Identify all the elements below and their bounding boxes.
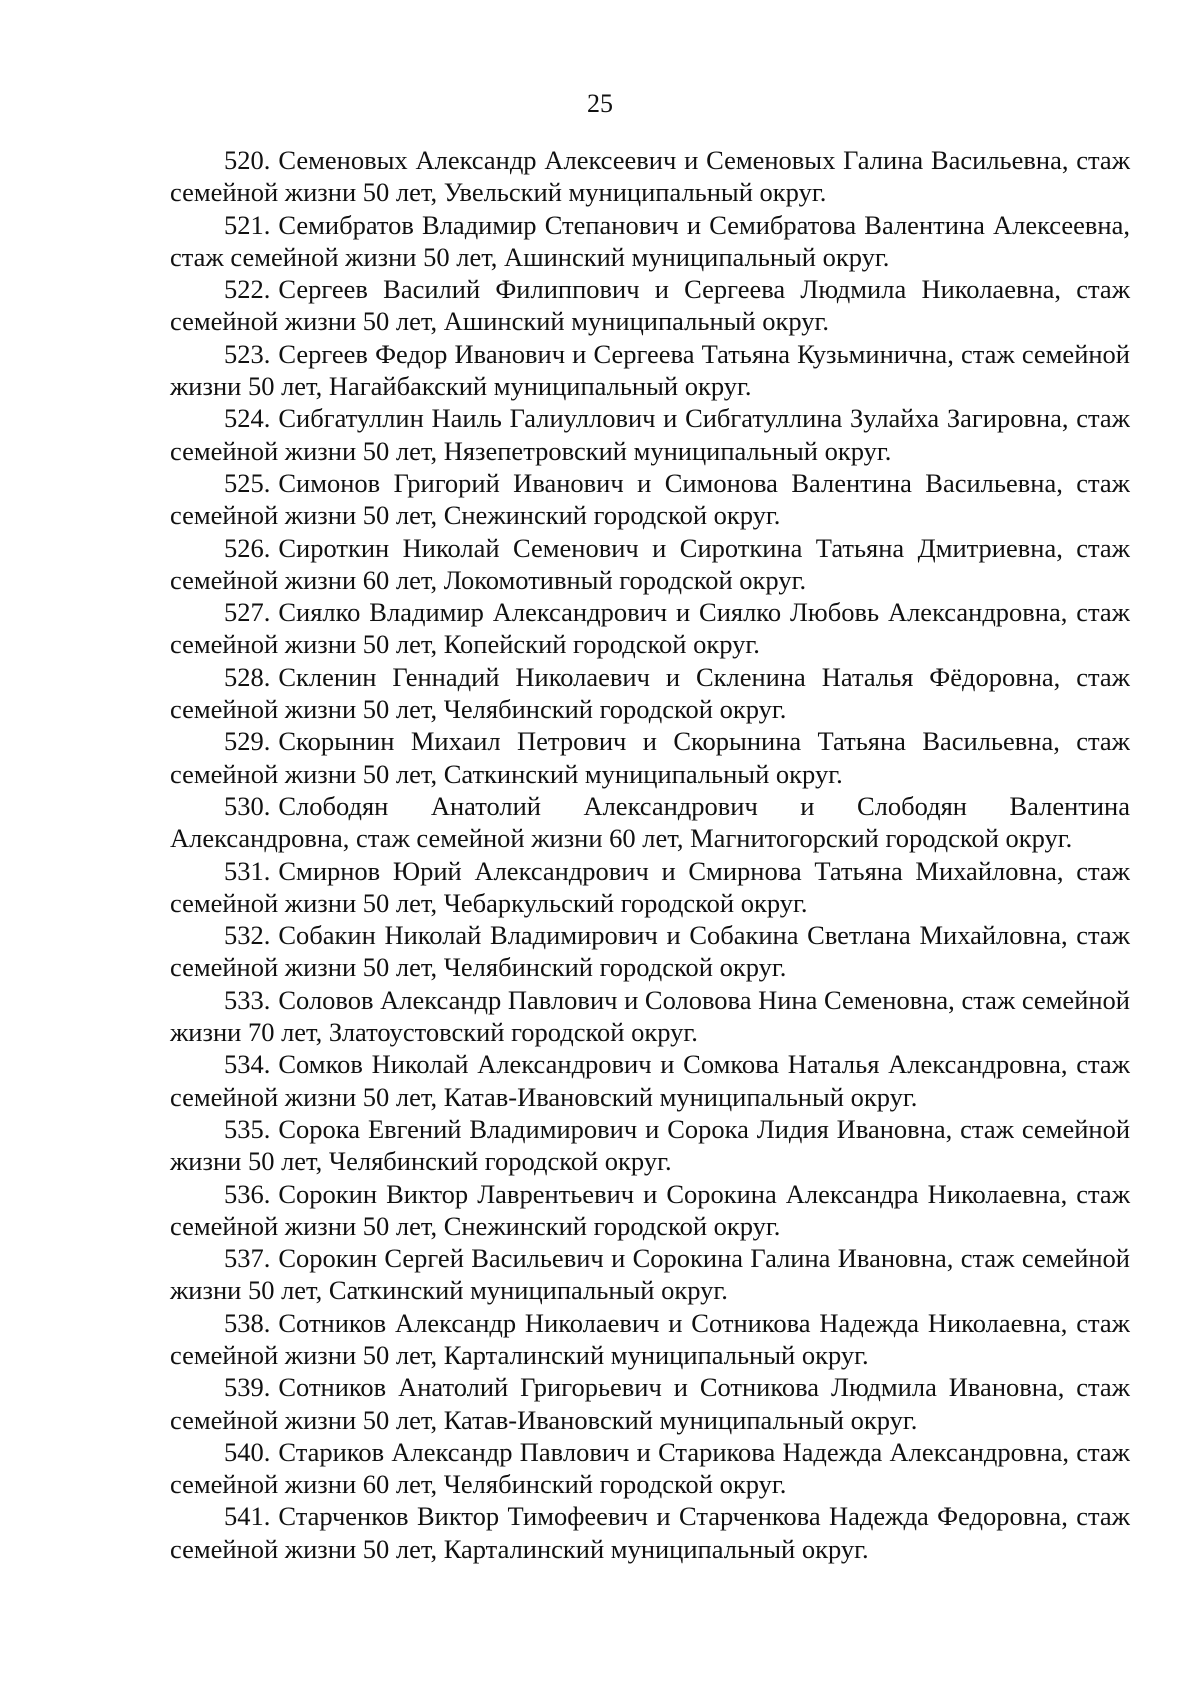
entry-number: 525.: [224, 467, 271, 498]
entry-number: 523.: [224, 338, 271, 369]
entry-number: 538.: [224, 1307, 271, 1338]
entry-number: 524.: [224, 403, 271, 434]
entry-number: 522.: [224, 274, 271, 305]
entry-text: Семеновых Александр Алексеевич и Семеновых Галина Васильевна, стаж семейной жизни 50 лет, Увельский муниципальный округ.: [170, 145, 1130, 208]
entry-text: Сироткин Николай Семенович и Сироткина Татьяна Дмитриевна, стаж семейной жизни 60 лет, Локомотивный городской округ.: [170, 532, 1130, 595]
entry-number: 539.: [224, 1372, 271, 1403]
list-item: [170, 596, 1130, 661]
entry-number: 529.: [224, 726, 271, 757]
entry-text: Стариков Александр Павлович и Старикова Надежда Александровна, стаж семейной жизни 60 лет, Челябинский городской округ.: [170, 1436, 1130, 1500]
entry-text: Сиялко Владимир Александрович и Сиялко Любовь Александровна, стаж семейной жизни 50 лет, Копейский городской округ.: [170, 597, 1130, 660]
entry-text: Семибратов Владимир Степанович и Семибратова Валентина Алексеевна, стаж семейной жизни 50 лет, Ашинский муниципальный округ.: [170, 209, 1130, 272]
list-item: [170, 1178, 1130, 1243]
entry-number: 526.: [224, 532, 271, 563]
entry-number: 536.: [224, 1178, 271, 1209]
list-item: [170, 532, 1130, 597]
list-item: [170, 1113, 1130, 1178]
entry-number: 520.: [224, 145, 271, 175]
entry-text: Сомков Николай Александрович и Сомкова Наталья Александровна, стаж семейной жизни 50 лет, Катав-Ивановский муниципальный округ.: [170, 1049, 1130, 1112]
list-item: [170, 984, 1130, 1049]
list-item: [170, 919, 1130, 984]
entry-text: Скленин Геннадий Николаевич и Скленина Наталья Фёдоровна, стаж семейной жизни 50 лет, Челябинский городской округ.: [170, 661, 1130, 725]
list-item: [170, 273, 1130, 338]
entry-text: Сергеев Федор Иванович и Сергеева Татьяна Кузьминична, стаж семейной жизни 50 лет, Нагайбакский муниципальный округ.: [170, 338, 1130, 402]
list-item: [170, 1048, 1130, 1113]
entry-text: Сотников Александр Николаевич и Сотникова Надежда Николаевна, стаж семейной жизни 50 лет, Карталинский муниципальный округ.: [170, 1307, 1130, 1370]
list-item: [170, 338, 1130, 403]
entry-number: 531.: [224, 855, 271, 886]
entry-number: 533.: [224, 984, 271, 1015]
list-item: [170, 1436, 1130, 1501]
list-item: [170, 209, 1130, 274]
entry-text: Собакин Николай Владимирович и Собакина Светлана Михайловна, стаж семейной жизни 50 лет, Челябинский городской округ.: [170, 920, 1130, 983]
entry-number: 532.: [224, 920, 271, 951]
list-item: [170, 402, 1130, 467]
list-item: [170, 725, 1130, 790]
list-item: [170, 467, 1130, 532]
entry-text: Сорока Евгений Владимирович и Сорока Лидия Ивановна, стаж семейной жизни 50 лет, Челябинский городской округ.: [170, 1113, 1130, 1177]
entries-list: [170, 144, 1130, 1565]
list-item: [170, 1242, 1130, 1307]
list-item: [170, 1371, 1130, 1436]
entry-text: Сорокин Виктор Лаврентьевич и Сорокина Александра Николаевна, стаж семейной жизни 50 лет, Снежинский городской округ.: [170, 1178, 1130, 1241]
entry-text: Сибгатуллин Наиль Галиуллович и Сибгатуллина Зулайха Загировна, стаж семейной жизни 50 лет, Нязепетровский муниципальный округ.: [170, 403, 1130, 466]
entry-number: 528.: [224, 661, 271, 692]
page-number: 25: [587, 89, 613, 118]
entry-text: Сотников Анатолий Григорьевич и Сотникова Людмила Ивановна, стаж семейной жизни 50 лет, Катав-Ивановский муниципальный округ.: [170, 1372, 1130, 1435]
entry-number: 537.: [224, 1243, 271, 1274]
entry-text: Соловов Александр Павлович и Соловова Нина Семеновна, стаж семейной жизни 70 лет, Златоустовский городской округ.: [170, 984, 1130, 1048]
list-item: [170, 790, 1130, 855]
list-item: [170, 661, 1130, 726]
entry-number: 541.: [224, 1501, 271, 1532]
entry-number: 534.: [224, 1049, 271, 1080]
entry-number: 535.: [224, 1113, 271, 1144]
entry-number: 521.: [224, 209, 271, 240]
entry-text: Симонов Григорий Иванович и Симонова Валентина Васильевна, стаж семейной жизни 50 лет, Снежинский городской округ.: [170, 467, 1130, 531]
entry-text: Старченков Виктор Тимофеевич и Старченкова Надежда Федоровна, стаж семейной жизни 50 лет, Карталинский муниципальный округ.: [170, 1501, 1130, 1564]
list-item: [170, 144, 1130, 209]
entry-number: 527.: [224, 597, 271, 628]
entry-text: Смирнов Юрий Александрович и Смирнова Татьяна Михайловна, стаж семейной жизни 50 лет, Чебаркульский городской округ.: [170, 855, 1130, 918]
list-item: [170, 1500, 1130, 1565]
entry-text: Сергеев Василий Филиппович и Сергеева Людмила Николаевна, стаж семейной жизни 50 лет, Ашинский муниципальный округ.: [170, 274, 1130, 337]
list-item: [170, 1307, 1130, 1372]
entry-text: Слободян Анатолий Александрович и Слободян Валентина Александровна, стаж семейной жизни 60 лет, Магнитогорский городской округ.: [170, 790, 1130, 854]
entry-text: Скорынин Михаил Петрович и Скорынина Татьяна Васильевна, стаж семейной жизни 50 лет, Саткинский муниципальный округ.: [170, 726, 1130, 789]
list-item: [170, 855, 1130, 920]
entry-text: Сорокин Сергей Васильевич и Сорокина Галина Ивановна, стаж семейной жизни 50 лет, Саткинский муниципальный округ.: [170, 1243, 1130, 1306]
entry-number: 540.: [224, 1436, 271, 1467]
entry-number: 530.: [224, 790, 271, 821]
